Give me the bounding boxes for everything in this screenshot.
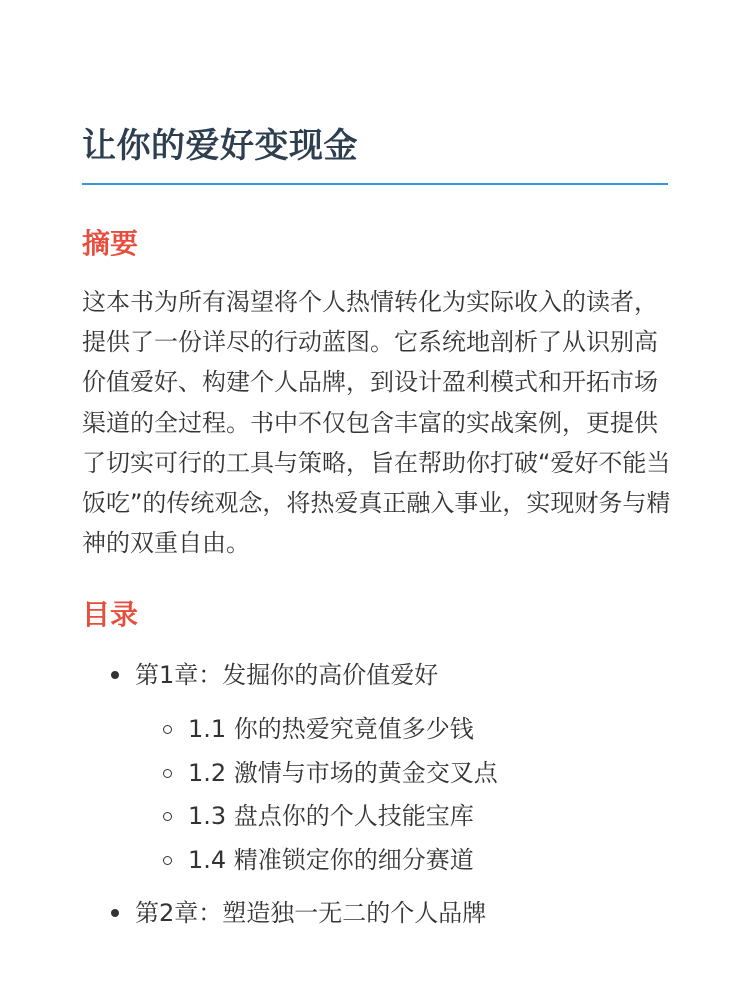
toc-section-1-2[interactable]	[135, 752, 668, 796]
toc-chapter-item	[82, 655, 668, 882]
toc-chapter-item	[82, 893, 668, 933]
toc-list	[82, 655, 668, 933]
toc-section-1-4[interactable]	[135, 839, 668, 883]
hollow-bullet-icon	[163, 856, 172, 865]
toc-section-1-1[interactable]	[135, 708, 668, 752]
toc-section-list	[82, 708, 668, 882]
summary-heading: 摘要	[82, 227, 139, 260]
toc-chapter-2[interactable]	[82, 893, 668, 933]
toc-section-label: 1.1 你的热爱究竟值多少钱	[188, 715, 474, 743]
hollow-bullet-icon	[163, 725, 172, 734]
toc-chapter-label: 第1章：发掘你的高价值爱好	[135, 661, 439, 689]
hollow-bullet-icon	[163, 812, 172, 821]
toc-section-1-3[interactable]	[135, 795, 668, 839]
summary-paragraph: 这本书为所有渴望将个人热情转化为实际收入的读者，提供了一份详尽的行动蓝图。它系统地剖析了从识别高价值爱好、构建个人品牌，到设计盈利模式和开拓市场渠道的全过程。书中不仅包含丰富的实战案例，更提供了切实可行的工具与策略，旨在帮助你打破“爱好不能当饭吃”的传统观念，将热爱真正融入事业，实现财务与精神的双重自由。	[82, 288, 671, 558]
toc-section-label: 1.2 激情与市场的黄金交叉点	[188, 758, 498, 787]
toc-chapter-1[interactable]	[82, 655, 668, 695]
title-divider	[82, 183, 668, 185]
toc-section-label: 1.4 精准锁定你的细分赛道	[188, 845, 474, 874]
page-title: 让你的爱好变现金	[82, 126, 358, 166]
bullet-icon	[111, 909, 119, 917]
toc-section-label: 1.3 盘点你的个人技能宝库	[188, 802, 474, 830]
hollow-bullet-icon	[163, 769, 172, 778]
toc-chapter-label: 第2章：塑造独一无二的个人品牌	[135, 899, 487, 927]
toc-heading: 目录	[82, 598, 139, 631]
bullet-icon	[111, 671, 119, 679]
